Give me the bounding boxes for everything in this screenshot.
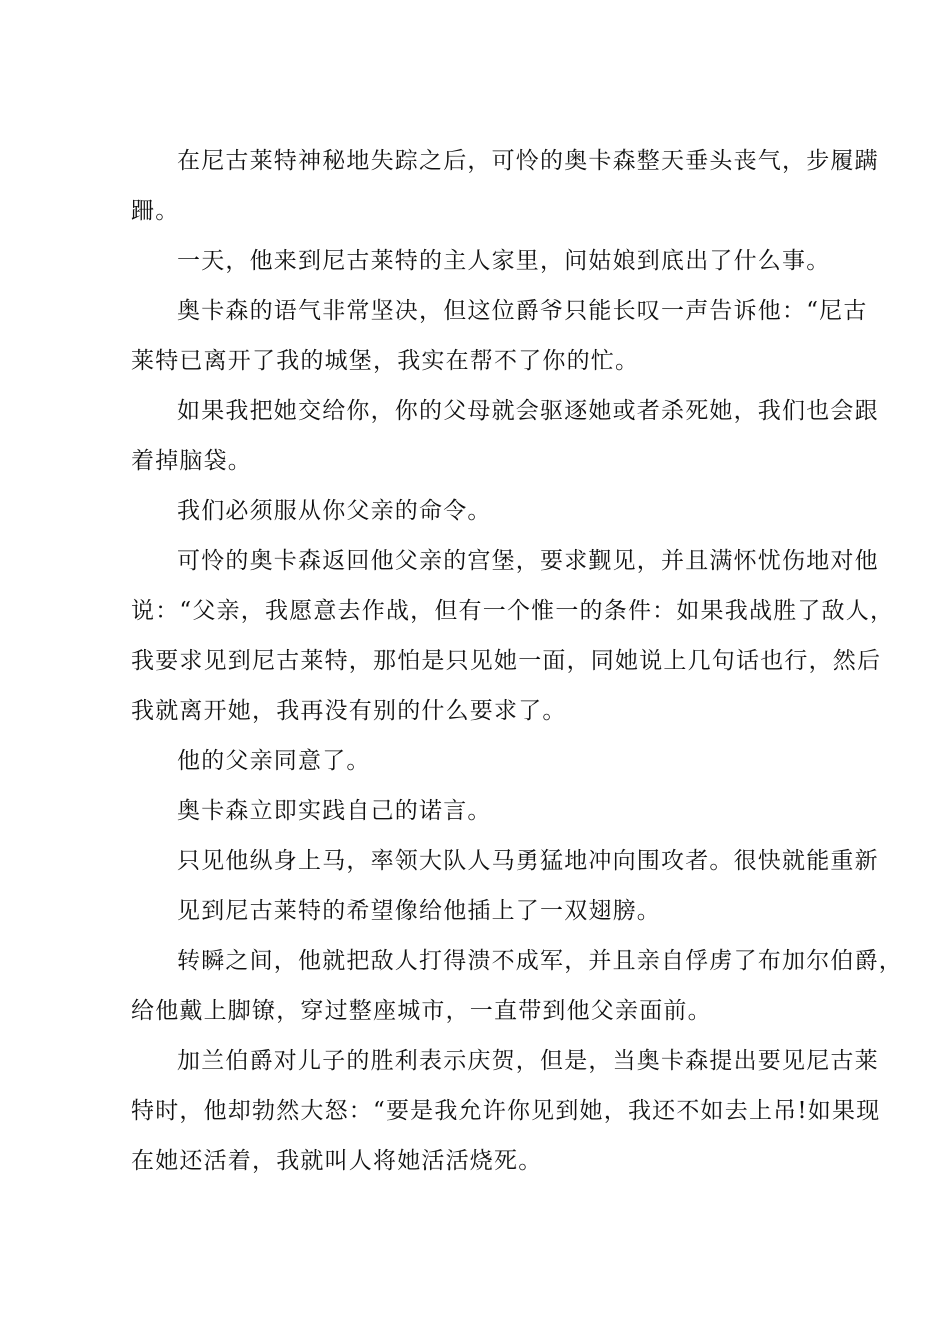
- text-line: 在尼古莱特神秘地失踪之后，可怜的奥卡森整天垂头丧气，步履蹒: [177, 148, 879, 174]
- text-line: 莱特已离开了我的城堡，我实在帮不了你的忙。: [131, 348, 640, 374]
- text-line: 奥卡森立即实践自己的诺言。: [177, 798, 492, 824]
- text-line: 给他戴上脚镣，穿过整座城市，一直带到他父亲面前。: [131, 998, 712, 1024]
- text-line: 跚。: [131, 198, 180, 224]
- text-line: 可怜的奥卡森返回他父亲的宫堡，要求觐见，并且满怀忧伤地对他: [177, 548, 879, 574]
- text-line: 他的父亲同意了。: [177, 748, 371, 774]
- text-line: 特时，他却勃然大怒：“要是我允许你见到她，我还不如去上吊!如果现: [131, 1098, 881, 1124]
- text-line: 我就离开她，我再没有别的什么要求了。: [131, 698, 567, 724]
- text-line: 我们必须服从你父亲的命令。: [177, 498, 492, 524]
- text-line: 一天，他来到尼古莱特的主人家里，问姑娘到底出了什么事。: [177, 248, 831, 274]
- text-line: 只见他纵身上马，率领大队人马勇猛地冲向围攻者。很快就能重新: [177, 848, 879, 874]
- text-line: 见到尼古莱特的希望像给他插上了一双翅膀。: [177, 898, 661, 924]
- text-line: 着掉脑袋。: [131, 448, 252, 474]
- text-line: 说：“父亲，我愿意去作战，但有一个惟一的条件：如果我战胜了敌人，: [131, 598, 895, 624]
- text-line: 奥卡森的语气非常坚决，但这位爵爷只能长叹一声告诉他：“尼古: [177, 298, 868, 324]
- text-line: 如果我把她交给你，你的父母就会驱逐她或者杀死她，我们也会跟: [177, 398, 879, 424]
- text-line: 在她还活着，我就叫人将她活活烧死。: [131, 1148, 543, 1174]
- text-line: 加兰伯爵对儿子的胜利表示庆贺，但是，当奥卡森提出要见尼古莱: [177, 1048, 879, 1074]
- text-line: 我要求见到尼古莱特，那怕是只见她一面，同她说上几句话也行，然后: [131, 648, 882, 674]
- text-line: 转瞬之间，他就把敌人打得溃不成军，并且亲自俘虏了布加尔伯爵，: [177, 948, 903, 974]
